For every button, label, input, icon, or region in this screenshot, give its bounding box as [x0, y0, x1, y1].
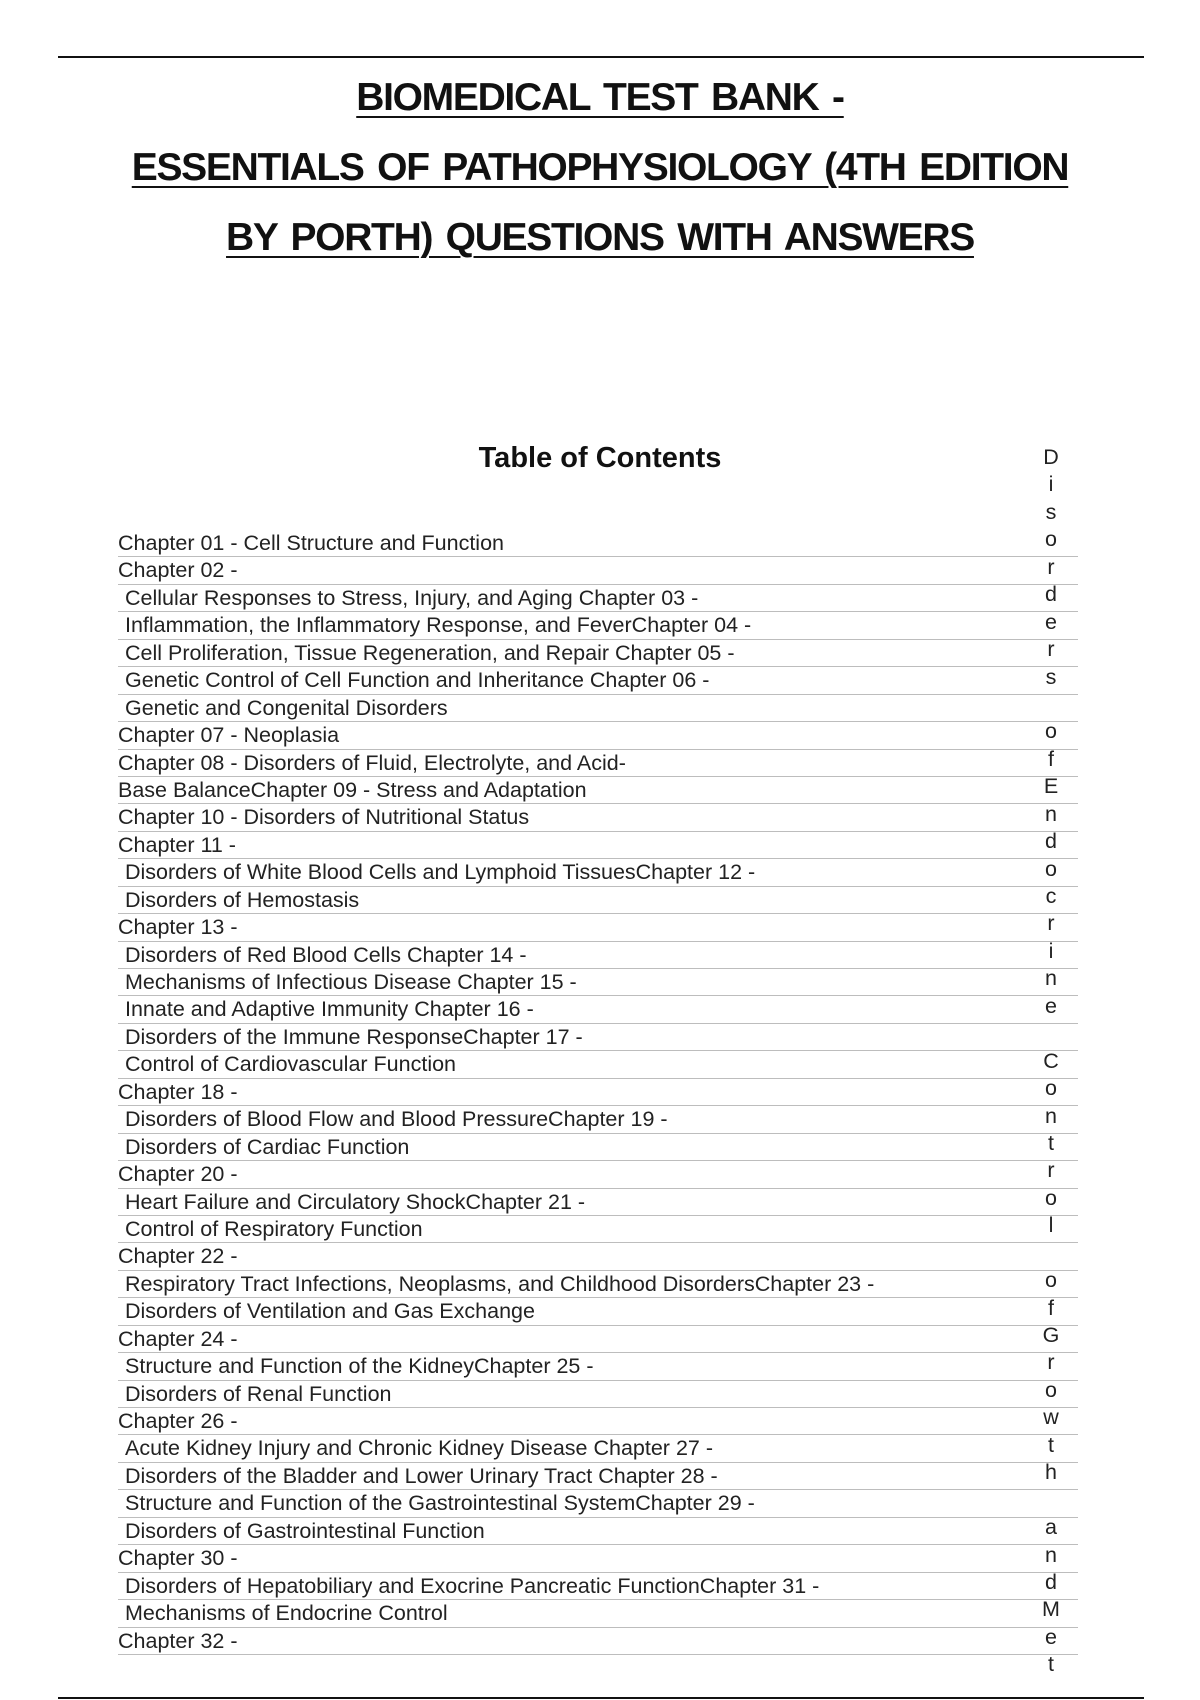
vertical-letter: o — [1045, 1185, 1057, 1210]
title-line-2: ESSENTIALS OF PATHOPHYSIOLOGY (4TH EDITION — [131, 146, 1069, 189]
toc-entry: Disorders of Hepatobiliary and Exocrine Pancreatic FunctionChapter 31 - — [118, 1573, 1078, 1600]
vertical-letter: c — [1045, 884, 1057, 908]
vertical-letter: E — [1043, 774, 1059, 799]
vertical-letter: o — [1045, 856, 1057, 881]
toc-entry: Cellular Responses to Stress, Injury, and Aging Chapter 03 - — [118, 585, 1078, 612]
toc-entry: Mechanisms of Infectious Disease Chapter 15 - — [118, 969, 1078, 996]
vertical-letter: n — [1045, 1542, 1057, 1567]
vertical-letter: w — [1043, 1405, 1059, 1430]
toc-entry: Chapter 01 - Cell Structure and Function — [118, 530, 1078, 557]
vertical-letter: t — [1048, 1652, 1054, 1677]
toc-entry: Inflammation, the Inflammatory Response, and FeverChapter 04 - — [118, 612, 1078, 639]
vertical-letter — [1036, 1240, 1066, 1267]
toc-entry: Disorders of Gastrointestinal Function — [118, 1518, 1078, 1545]
vertical-letter: l — [1048, 1213, 1054, 1238]
vertical-letter: t — [1048, 1432, 1054, 1457]
vertical-letter: r — [1047, 1158, 1055, 1183]
toc-entry: Chapter 02 - — [118, 557, 1078, 584]
toc-entry: Disorders of Red Blood Cells Chapter 14 - — [118, 942, 1078, 969]
vertical-letter — [1036, 691, 1066, 718]
toc-entry: Cell Proliferation, Tissue Regeneration, and Repair Chapter 05 - — [118, 640, 1078, 667]
toc-entry: Base BalanceChapter 09 - Stress and Adaptation — [118, 777, 1078, 804]
toc-entry: Genetic Control of Cell Function and Inheritance Chapter 06 - — [118, 667, 1078, 694]
toc-entry: Chapter 24 - — [118, 1326, 1078, 1353]
toc-entry: Disorders of the Bladder and Lower Urinary Tract Chapter 28 - — [118, 1463, 1078, 1490]
toc-entry: Chapter 30 - — [118, 1545, 1078, 1572]
toc-list — [118, 530, 1078, 1655]
title-line-3: BY PORTH) QUESTIONS WITH ANSWERS — [226, 216, 974, 259]
vertical-side-text — [1036, 444, 1066, 1679]
vertical-letter: e — [1045, 993, 1057, 1018]
toc-entry: Chapter 08 - Disorders of Fluid, Electrolyte, and Acid- — [118, 750, 1078, 777]
toc-entry: Heart Failure and Circulatory ShockChapter 21 - — [118, 1189, 1078, 1216]
vertical-letter: i — [1048, 472, 1054, 497]
vertical-letter: r — [1047, 637, 1055, 662]
vertical-letter: G — [1042, 1323, 1060, 1347]
toc-entry: Disorders of Ventilation and Gas Exchange — [118, 1298, 1078, 1325]
vertical-letter: d — [1045, 582, 1057, 607]
vertical-letter: n — [1045, 801, 1057, 826]
toc-entry: Chapter 32 - — [118, 1628, 1078, 1655]
vertical-letter: s — [1045, 664, 1057, 689]
vertical-letter: r — [1047, 554, 1055, 579]
vertical-letter: d — [1045, 829, 1057, 854]
toc-entry: Chapter 20 - — [118, 1161, 1078, 1188]
vertical-letter: n — [1045, 966, 1057, 991]
toc-entry: Chapter 26 - — [118, 1408, 1078, 1435]
vertical-letter: D — [1043, 445, 1059, 469]
toc-entry: Disorders of Blood Flow and Blood PressureChapter 19 - — [118, 1106, 1078, 1133]
vertical-letter: d — [1045, 1569, 1057, 1594]
vertical-letter: a — [1045, 1515, 1057, 1540]
vertical-letter: o — [1045, 1076, 1057, 1101]
toc-entry: Mechanisms of Endocrine Control — [118, 1600, 1078, 1627]
vertical-letter: e — [1045, 1624, 1057, 1649]
toc-entry: Chapter 11 - — [118, 832, 1078, 859]
title-line-1: BIOMEDICAL TEST BANK - — [356, 76, 844, 119]
vertical-letter: n — [1045, 1103, 1057, 1128]
toc-entry: Disorders of Hemostasis — [118, 887, 1078, 914]
vertical-letter: e — [1045, 609, 1057, 634]
toc-entry: Disorders of Renal Function — [118, 1381, 1078, 1408]
vertical-letter — [1036, 1020, 1066, 1047]
top-rule — [58, 56, 1144, 58]
toc-entry: Control of Respiratory Function — [118, 1216, 1078, 1243]
toc-entry: Structure and Function of the KidneyChapter 25 - — [118, 1353, 1078, 1380]
toc-entry: Disorders of the Immune ResponseChapter 17 - — [118, 1024, 1078, 1051]
vertical-letter: M — [1042, 1597, 1060, 1622]
vertical-letter — [1036, 1487, 1066, 1514]
vertical-letter: o — [1045, 719, 1057, 744]
toc-entry: Genetic and Congenital Disorders — [118, 695, 1078, 722]
vertical-letter: o — [1045, 1377, 1057, 1402]
vertical-letter: f — [1048, 1295, 1054, 1320]
vertical-letter: t — [1048, 1130, 1054, 1155]
vertical-letter: r — [1047, 911, 1055, 936]
vertical-letter: o — [1045, 1268, 1057, 1293]
toc-entry: Chapter 18 - — [118, 1079, 1078, 1106]
toc-entry: Chapter 13 - — [118, 914, 1078, 941]
toc-entry: Structure and Function of the Gastrointestinal SystemChapter 29 - — [118, 1490, 1078, 1517]
vertical-letter: i — [1048, 938, 1054, 963]
bottom-rule — [58, 1697, 1144, 1699]
toc-entry: Disorders of White Blood Cells and Lymphoid TissuesChapter 12 - — [118, 859, 1078, 886]
toc-entry: Control of Cardiovascular Function — [118, 1051, 1078, 1078]
vertical-letter: h — [1045, 1460, 1057, 1485]
vertical-letter: r — [1047, 1350, 1055, 1375]
toc-heading: Table of Contents — [478, 442, 722, 474]
toc-entry: Chapter 10 - Disorders of Nutritional Status — [118, 804, 1078, 831]
toc-entry: Chapter 22 - — [118, 1243, 1078, 1270]
vertical-letter: f — [1048, 746, 1054, 771]
vertical-letter: s — [1045, 499, 1057, 524]
toc-entry: Acute Kidney Injury and Chronic Kidney Disease Chapter 27 - — [118, 1435, 1078, 1462]
toc-entry: Innate and Adaptive Immunity Chapter 16 - — [118, 996, 1078, 1023]
toc-entry: Respiratory Tract Infections, Neoplasms, and Childhood DisordersChapter 23 - — [118, 1271, 1078, 1298]
vertical-letter: o — [1045, 527, 1057, 552]
vertical-letter: C — [1043, 1048, 1059, 1073]
toc-entry: Chapter 07 - Neoplasia — [118, 722, 1078, 749]
toc-entry: Disorders of Cardiac Function — [118, 1134, 1078, 1161]
